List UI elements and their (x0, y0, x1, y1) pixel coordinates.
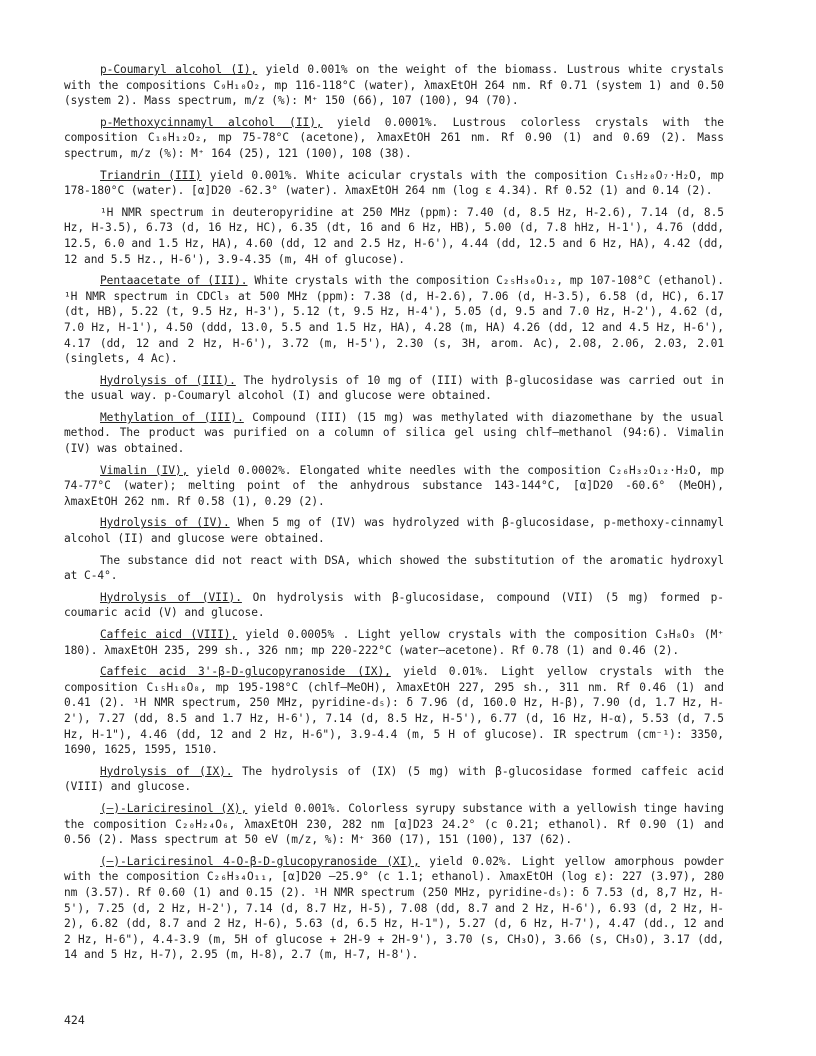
paragraph-hydrolysis-iv (64, 515, 724, 546)
paragraph-text: When 5 mg of (IV) was hydrolyzed with β-glucosidase, p-methoxy-cinnamyl alcohol (II) and glucose were obtained. (64, 516, 725, 546)
paragraph-text: ¹H NMR spectrum in deuteropyridine at 250 MHz (ppm): 7.40 (d, 8.5 Hz, H-2.6), 7.14 (d, 8.5 Hz, H-3.5), 6.73 (d, 16 Hz, HC), 6.35 (dt, 16 and 6 Hz, HB), 5.00 (d, 7.8 hHz, H-1'), 4.76 (ddd, 12.5, 6.0 and 1.5 Hz, HA), 4.60 (dd, 12 and 2.5 Hz, H-6'), 4.44 (dd, 12.5 and 6 Hz, HA), 4.42 (dd, 12 and 5.5 Hz., H-6'), 3.9-4.35 (m, 4H of glucose). (64, 205, 724, 266)
paragraph-text: White crystals with the composition C₂₅H₃₀O₁₂, mp 107-108°C (ethanol). ¹H NMR spectrum in CDCl₃ at 500 MHz (ppm): 7.38 (d, H-2.6), 7.06 (d, H-3.5), 6.58 (d, HC), 6.17 (dt, HB), 5.22 (t, 9.5 Hz, H-3'), 5.12 (t, 9.5 Hz, H-4'), 5.05 (d, 9.5 and 7.0 Hz, H-2'), 4.62 (d, 7.0 Hz, H-1'), 4.50 (ddd, 13.0, 5.5 and 1.5 Hz, HA), 4.28 (m, HA) 4.26 (dd, 12 and 4.5 Hz, H-6'), 4.17 (dd, 12 and 2 Hz, H-6'), 3.72 (m, H-5'), 2.30 (s, 3H, arom. Ac), 2.08, 2.06, 2.03, 2.01 (singlets, 4 Ac). (64, 274, 724, 366)
paragraph-text: The hydrolysis of (IX) (5 mg) with β-glucosidase formed caffeic acid (VIII) and glucose. (64, 764, 724, 794)
paragraph-methoxycinnamyl-alcohol (64, 115, 724, 162)
paragraph-text: yield 0.001% on the weight of the biomass. Lustrous white crystals with the compositions C₉H₁₀O₂, mp 116-118°C (water), λmaxEtOH 264 nm. Rf 0.71 (system 1) and 0.50 (system 2). Mass spectrum, m/z (%): M⁺ 150 (66), 107 (100), 94 (70). (64, 63, 724, 108)
paragraph-text: yield 0.01%. Light yellow crystals with the composition C₁₅H₁₈O₈, mp 195-198°C (chlf–MeOH), λmaxEtOH 227, 295 sh., 311 nm. Rf 0.46 (1) and 0.41 (2). ¹H NMR spectrum, 250 MHz, pyridine-d₅): δ 7.96 (d, 160.0 Hz, H-β), 7.90 (d, 1.7 Hz, H-2'), 7.27 (dd, 8.5 and 1.7 Hz, H-6'), 7.14 (d, 8.5 Hz, H-5'), 6.77 (d, 16 Hz, H-α), 5.53 (d, 7.5 Hz, H-1"), 4.46 (dd, 12 and 2 Hz, H-6"), 3.9-4.4 (m, 5 H of glucose). IR spectrum (cm⁻¹): 3350, 1690, 1625, 1595, 1510. (64, 665, 724, 757)
paragraph-text: The substance did not react with DSA, which showed the substitution of the aromatic hydroxyl at C-4°. (64, 553, 724, 583)
paragraph-text: yield 0.001%. Colorless syrupy substance with a yellowish tinge having the composition C₂₀H₂₄O₆, λmaxEtOH 230, 282 nm [α]D23 24.2° (c 0.21; ethanol). Rf 0.90 (1) and 0.56 (2). Mass spectrum at 50 eV (m/z, %): M⁺ 360 (17), 151 (100), 137 (62). (64, 801, 724, 847)
paragraph-text: Compound (III) (15 mg) was methylated with diazomethane by the usual method. The product was purified on a column of silica gel using chlf–methanol (94:6). Vimalin (IV) was obtained. (64, 410, 724, 456)
section-heading: Triandrin (III) (100, 168, 202, 182)
section-heading: p-Methoxycinnamyl alcohol (II), (100, 115, 323, 129)
paragraph-text: On hydrolysis with β-glucosidase, compound (VII) (5 mg) formed p-coumaric acid (V) and glucose. (64, 590, 724, 620)
section-heading: (–)-Lariciresinol (X), (100, 801, 248, 815)
paragraph-text: yield 0.0001%. Lustrous colorless crystals with the composition C₁₀H₁₂O₂, mp 75-78°C (acetone), λmaxEtOH 261 nm. Rf 0.90 (1) and 0.69 (2). Mass spectrum, m/z (%): M⁺ 164 (25), 121 (100), 108 (38). (64, 115, 724, 160)
section-heading: Pentaacetate of (III). (100, 274, 248, 288)
section-heading: Hydrolysis of (VII). (100, 590, 242, 604)
paragraph-hydrolysis-iii (64, 373, 724, 404)
paragraph-text: yield 0.0005% . Light yellow crystals with the composition C₃H₈O₃ (M⁺ 180). λmaxEtOH 235, 299 sh., 326 nm; mp 220-222°C (water–acetone). Rf 0.78 (1) and 0.46 (2). (64, 628, 724, 657)
paragraph-hydrolysis-ix (64, 764, 724, 795)
paragraph-dsa-note (64, 553, 724, 584)
section-heading: (–)-Lariciresinol 4-O-β-D-glucopyranoside (XI), (100, 854, 420, 868)
section-heading: p-Coumaryl alcohol (I), (100, 63, 258, 76)
section-heading: Vimalin (IV), (100, 463, 189, 477)
section-heading: Caffeic aicd (VIII), (100, 628, 238, 641)
section-heading: Hydrolysis of (III). (100, 373, 236, 387)
section-heading: Hydrolysis of (IV). (100, 516, 230, 530)
section-heading: Hydrolysis of (IX). (100, 764, 233, 778)
paragraph-lariciresinol (64, 801, 724, 848)
paragraph-coumaryl-alcohol (64, 62, 724, 109)
paragraph-text: The hydrolysis of 10 mg of (III) with β-glucosidase was carried out in the usual way. p-Coumaryl alcohol (I) and glucose were obtained. (64, 373, 724, 403)
paragraph-text: yield 0.001%. White acicular crystals with the composition C₁₅H₂₀O₇·H₂O, mp 178-180°C (water). [α]D20 -62.3° (water). λmaxEtOH 264 nm (log ε 4.34). Rf 0.52 (1) and 0.14 (2). (64, 168, 724, 198)
paragraph-text: yield 0.0002%. Elongated white needles with the composition C₂₆H₃₂O₁₂·H₂O, mp 74-77°C (water); melting point of the anhydrous substance 143-144°C, [α]D20 -60.6° (MeOH), λmaxEtOH 262 nm. Rf 0.58 (1), 0.29 (2). (64, 463, 724, 508)
section-heading: Caffeic acid 3'-β-D-glucopyranoside (IX), (100, 665, 391, 679)
section-heading: Methylation of (III). (100, 410, 244, 424)
paragraph-vimalin (64, 463, 724, 510)
paragraph-hydrolysis-vii (64, 590, 724, 621)
paragraph-lariciresinol-glucopyranoside (64, 854, 724, 963)
paragraph-text: yield 0.02%. Light yellow amorphous powder with the composition C₂₆H₃₄O₁₁, [α]D20 –25.9° (c 1.1; ethanol). λmaxEtOH (log ε): 227 (3.97), 280 nm (3.57). Rf 0.60 (1) and 0.15 (2). ¹H NMR spectrum (250 MHz, pyridine-d₅): δ 7.53 (d, 8,7 Hz, H-5'), 7.25 (d, 2 Hz, H-2'), 7.14 (d, 8.7 Hz, H-5), 7.08 (dd, 8.7 and 2 Hz, H-6'), 6.93 (d, 2 Hz, H-2), 6.82 (dd, 8.7 and 2 Hz, H-6), 5.63 (d, 6.5 Hz, H-1"), 5.27 (d, 6 Hz, H-7'), 4.47 (dd., 12 and 2 Hz, H-6"), 4.4-3.9 (m, 5H of glucose + 2H-9 + 2H-9'), 3.70 (s, CH₃O), 3.66 (s, CH₃O), 3.17 (dd, 14 and 5 Hz, H-7), 2.95 (m, H-8), 2.7 (m, H-7, H-8'). (64, 854, 724, 962)
paragraph-caffeic-acid (64, 627, 724, 658)
document-page (64, 62, 724, 969)
paragraph-pentaacetate (64, 273, 724, 367)
page-number: 424 (64, 1013, 85, 1027)
paragraph-triandrin-nmr (64, 205, 724, 267)
paragraph-caffeic-glucopyranoside (64, 664, 724, 758)
paragraph-methylation-iii (64, 410, 724, 457)
paragraph-triandrin (64, 168, 724, 199)
